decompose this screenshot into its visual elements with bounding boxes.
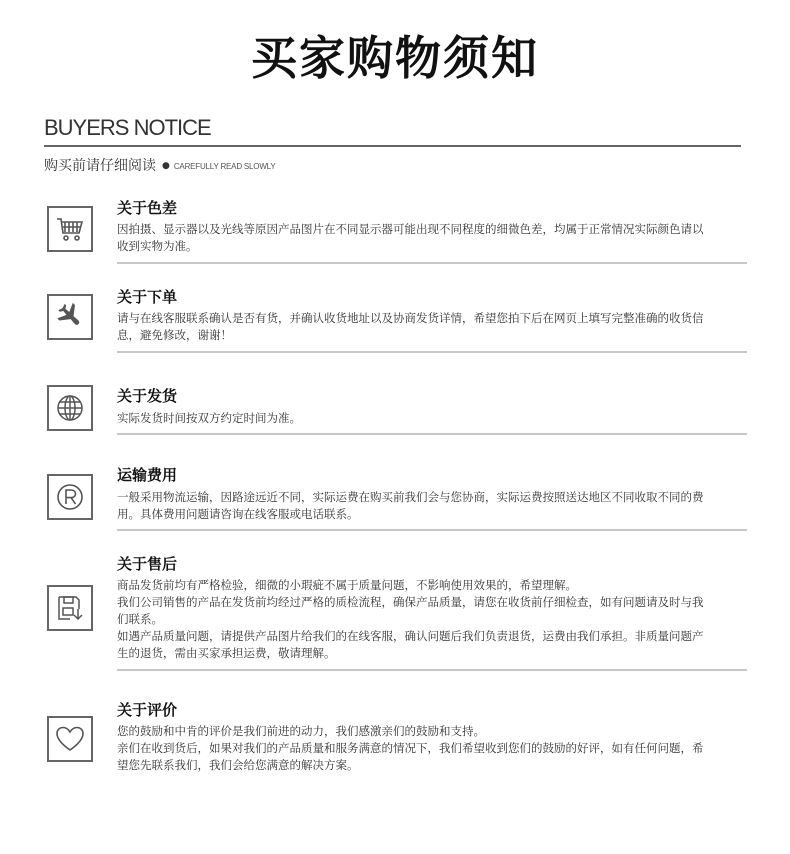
section-body (117, 723, 707, 774)
subtitle-chinese: 购买前请仔细阅读 (44, 158, 156, 174)
heart-icon (54, 723, 86, 755)
section-divider (117, 669, 747, 671)
section-line: 一般采用物流运输，因路途远近不同，实际运费在购买前我们会与您协商，实际运费按照送达地区不同收取不同的费用。具体费用问题请咨询在线客服或电话联系。 (117, 490, 704, 521)
section-body (117, 221, 707, 255)
section-title: 关于下单 (117, 288, 178, 306)
subtitle-chinese-row (44, 155, 275, 175)
section-body (117, 489, 707, 523)
section-body (117, 410, 707, 427)
section-line: 请与在线客服联系确认是否有货，并确认收货地址以及协商发货详情，希望您拍下后在网页上填写完整准确的收货信息，避免修改，谢谢！ (117, 311, 704, 342)
header-divider (44, 145, 741, 147)
shopping-cart-icon (54, 213, 86, 245)
page-title: 买家购物须知 (251, 31, 539, 85)
section-line: 如遇产品质量问题，请提供产品图片给我们的在线客服，确认问题后我们负责退货，运费由我们承担。非质量问题产生的退货，需由买家承担运费，敬请理解。 (117, 629, 704, 660)
section-divider (117, 351, 747, 353)
section-divider (117, 529, 747, 531)
section-line: 实际发货时间按双方约定时间为准。 (117, 411, 301, 425)
icon-frame (47, 385, 93, 431)
section-title: 运输费用 (117, 466, 178, 484)
section-line: 您的鼓励和中肯的评价是我们前进的动力，我们感激亲们的鼓励和支持。 (117, 724, 485, 738)
section-title: 关于色差 (117, 199, 178, 217)
icon-frame (47, 294, 93, 340)
globe-icon (54, 392, 86, 424)
section-divider (117, 262, 747, 264)
icon-frame (47, 716, 93, 762)
section-line: 亲们在收到货后，如果对我们的产品质量和服务满意的情况下，我们希望收到您们的鼓励的好评，如有任何问题，希望您先联系我们，我们会给您满意的解决方案。 (117, 741, 704, 772)
bullet-dot: ● (162, 161, 170, 171)
icon-frame (47, 206, 93, 252)
section-line: 我们公司销售的产品在发货前均经过严格的质检流程，确保产品质量，请您在收货前仔细检查，如有问题请及时与我们联系。 (117, 595, 704, 626)
section-title: 关于评价 (117, 701, 178, 719)
icon-frame (47, 474, 93, 520)
section-line: 商品发货前均有严格检验，细微的小瑕疵不属于质量问题，不影响使用效果的，希望理解。 (117, 578, 577, 592)
section-title: 关于售后 (117, 555, 178, 573)
save-download-icon (54, 592, 86, 624)
icon-frame (47, 585, 93, 631)
registered-icon (54, 481, 86, 513)
subtitle-small-english: CAREFULLY READ SLOWLY (173, 162, 276, 171)
section-line: 因拍摄、显示器以及光线等原因产品图片在不同显示器可能出现不同程度的细微色差，均属于正常情况实际颜色请以收到实物为准。 (117, 222, 704, 253)
section-body (117, 310, 707, 344)
airplane-icon (54, 301, 86, 333)
subtitle-english: BUYERS NOTICE (44, 115, 211, 140)
section-divider (117, 433, 747, 435)
section-body (117, 577, 707, 662)
section-title: 关于发货 (117, 387, 178, 405)
